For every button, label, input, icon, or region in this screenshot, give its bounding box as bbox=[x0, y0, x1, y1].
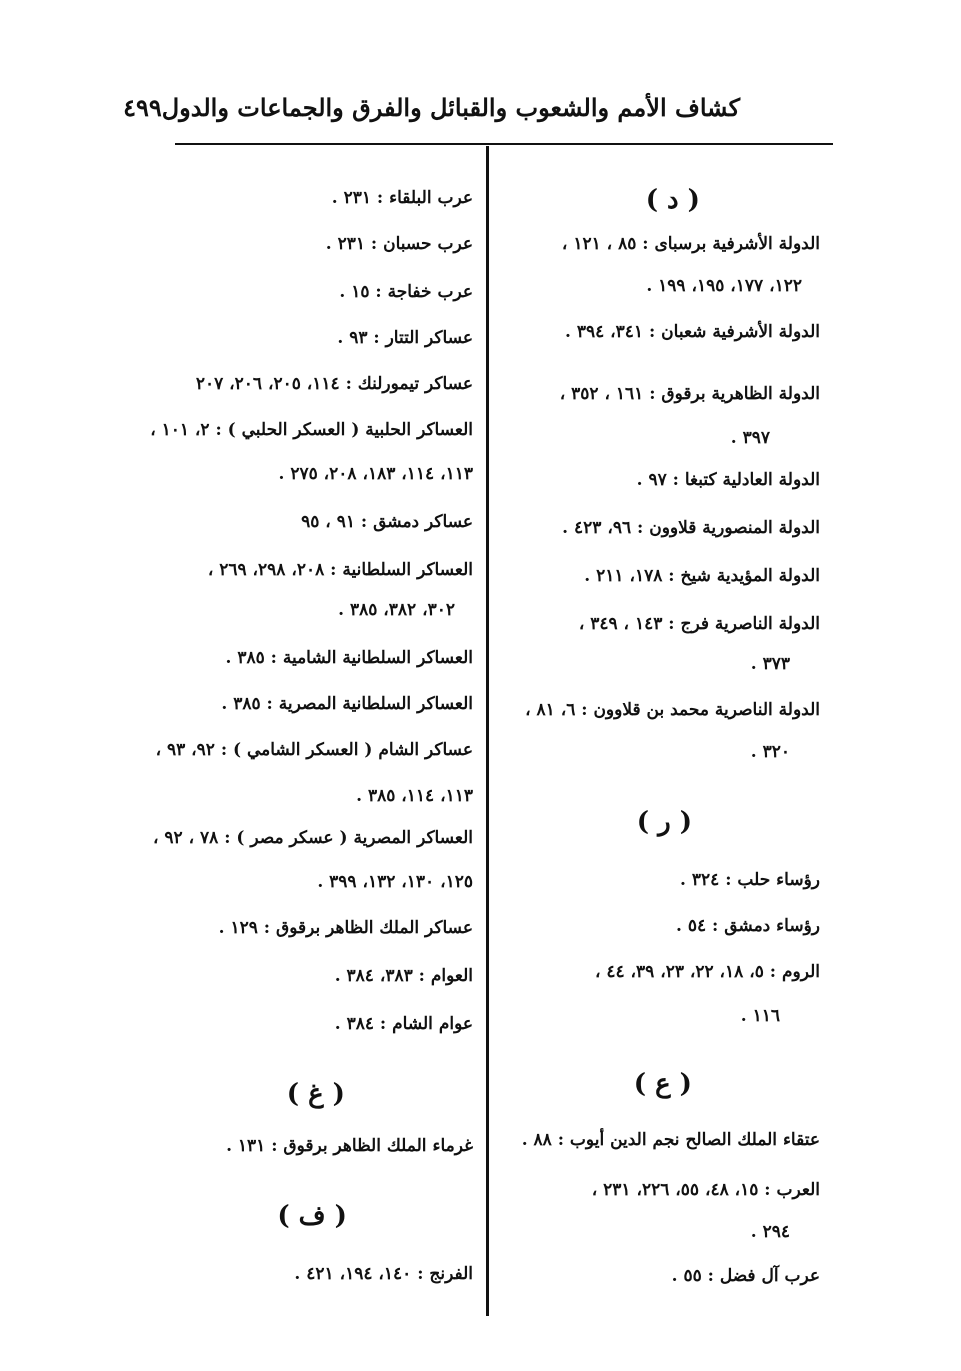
index-entry-continuation: ٣٩٧ . bbox=[730, 428, 770, 448]
index-entry: عوام الشام : ٣٨٤ . bbox=[334, 1014, 473, 1034]
index-entry: الدولة الأشرفية برسباى : ٨٥ ، ١٢١ ، bbox=[561, 234, 820, 254]
page-number: ٤٩٩ bbox=[123, 92, 162, 122]
index-entry: الدولة المنصورية قلاوون : ٩٦، ٤٢٣ . bbox=[562, 518, 820, 538]
index-entry-continuation: ١١٣، ١١٤، ٣٨٥ . bbox=[356, 786, 473, 806]
header-rule bbox=[175, 143, 833, 145]
index-entry: عساكر الملك الظاهر برقوق : ١٢٩ . bbox=[218, 918, 473, 938]
index-entry: العرب : ١٥، ٤٨، ٥٥، ٢٢٦، ٢٣١ ، bbox=[591, 1180, 820, 1200]
index-entry: الروم : ٥، ١٨، ٢٢، ٢٣، ٣٩، ٤٤ ، bbox=[594, 962, 820, 982]
index-entry: عساكر التتار : ٩٣ . bbox=[337, 328, 473, 348]
index-entry: الدولة الأشرفية شعبان : ٣٤١، ٣٩٤ . bbox=[565, 322, 820, 342]
index-entry: عرب آل فضل : ٥٥ . bbox=[671, 1266, 820, 1286]
section-heading-dal: ( د ) bbox=[645, 185, 700, 215]
index-entry: عساكر دمشق : ٩١ ، ٩٥ bbox=[301, 512, 473, 532]
index-entry: عساكر الشام ( العسكر الشامي ) : ٩٢، ٩٣ ، bbox=[155, 740, 473, 760]
index-entry: عرب البلقاء : ٢٣١ . bbox=[331, 188, 473, 208]
index-entry-continuation: ١١٦ . bbox=[740, 1006, 780, 1026]
column-divider bbox=[486, 146, 489, 1316]
index-entry-continuation: ٣٢٠ . bbox=[750, 742, 790, 762]
index-entry: العوام : ٣٨٣، ٣٨٤ . bbox=[334, 966, 473, 986]
index-entry-continuation: ٢٩٤ . bbox=[750, 1222, 790, 1242]
index-entry-continuation: ١١٣، ١١٤، ١٨٣، ٢٠٨، ٢٧٥ . bbox=[278, 464, 473, 484]
index-entry: الدولة المؤيدية شيخ : ١٧٨، ٢١١ . bbox=[584, 566, 820, 586]
index-entry: الدولة الناصرية فرج : ١٤٣ ، ٣٤٩ ، bbox=[578, 614, 820, 634]
section-heading-ghain: ( غ ) bbox=[286, 1079, 345, 1109]
header-title: كشاف الأمم والشعوب والقبائل والفرق والجماعات والدول bbox=[161, 92, 740, 122]
index-entry: رؤساء حلب : ٣٢٤ . bbox=[680, 870, 820, 890]
index-entry: الدولة الظاهرية برقوق : ١٦١ ، ٣٥٢ ، bbox=[559, 384, 820, 404]
section-heading-fa: ( ف ) bbox=[277, 1201, 347, 1231]
page-header bbox=[123, 86, 740, 128]
index-entry-continuation: ١٢٥، ١٣٠، ١٣٢، ٣٩٩ . bbox=[317, 872, 473, 892]
index-entry: العساكر الحلبية ( العسكر الحلبي ) : ٢، ١٠١ ، bbox=[150, 420, 473, 440]
index-entry: العساكر السلطانية المصرية : ٣٨٥ . bbox=[221, 694, 473, 714]
index-entry-continuation: ١٢٢، ١٧٧، ١٩٥، ١٩٩ . bbox=[646, 276, 802, 296]
index-entry: غرماء الملك الظاهر برقوق : ١٣١ . bbox=[226, 1136, 473, 1156]
section-heading-ain: ( ع ) bbox=[633, 1069, 692, 1099]
index-entry: العساكر المصرية ( عسكر مصر ) : ٧٨ ، ٩٢ ، bbox=[153, 828, 473, 848]
index-entry: عتقاء الملك الصالح نجم الدين أيوب : ٨٨ . bbox=[521, 1130, 820, 1150]
index-entry: رؤساء دمشق : ٥٤ . bbox=[676, 916, 820, 936]
index-entry: العساكر السلطانية الشامية : ٣٨٥ . bbox=[225, 648, 473, 668]
index-entry: عساكر تيمورلنك : ١١٤، ٢٠٥، ٢٠٦، ٢٠٧ bbox=[195, 374, 473, 394]
index-entry: الدولة الناصرية محمد بن قلاوون : ٦، ٨١ ، bbox=[525, 700, 820, 720]
section-heading-ra: ( ر ) bbox=[636, 807, 692, 837]
index-entry-continuation: ٣٠٢، ٣٨٢، ٣٨٥ . bbox=[338, 600, 455, 620]
index-entry: الدولة العادلية كتبغا : ٩٧ . bbox=[636, 470, 820, 490]
index-entry: عرب خفاجة : ١٥ . bbox=[339, 282, 473, 302]
index-entry-continuation: ٣٧٣ . bbox=[750, 654, 790, 674]
index-entry: الفرنج : ١٤٠، ١٩٤، ٤٢١ . bbox=[294, 1264, 473, 1284]
index-entry: عرب حسبان : ٢٣١ . bbox=[325, 234, 473, 254]
index-entry: العساكر السلطانية : ٢٠٨، ٢٩٨، ٢٦٩ ، bbox=[207, 560, 473, 580]
